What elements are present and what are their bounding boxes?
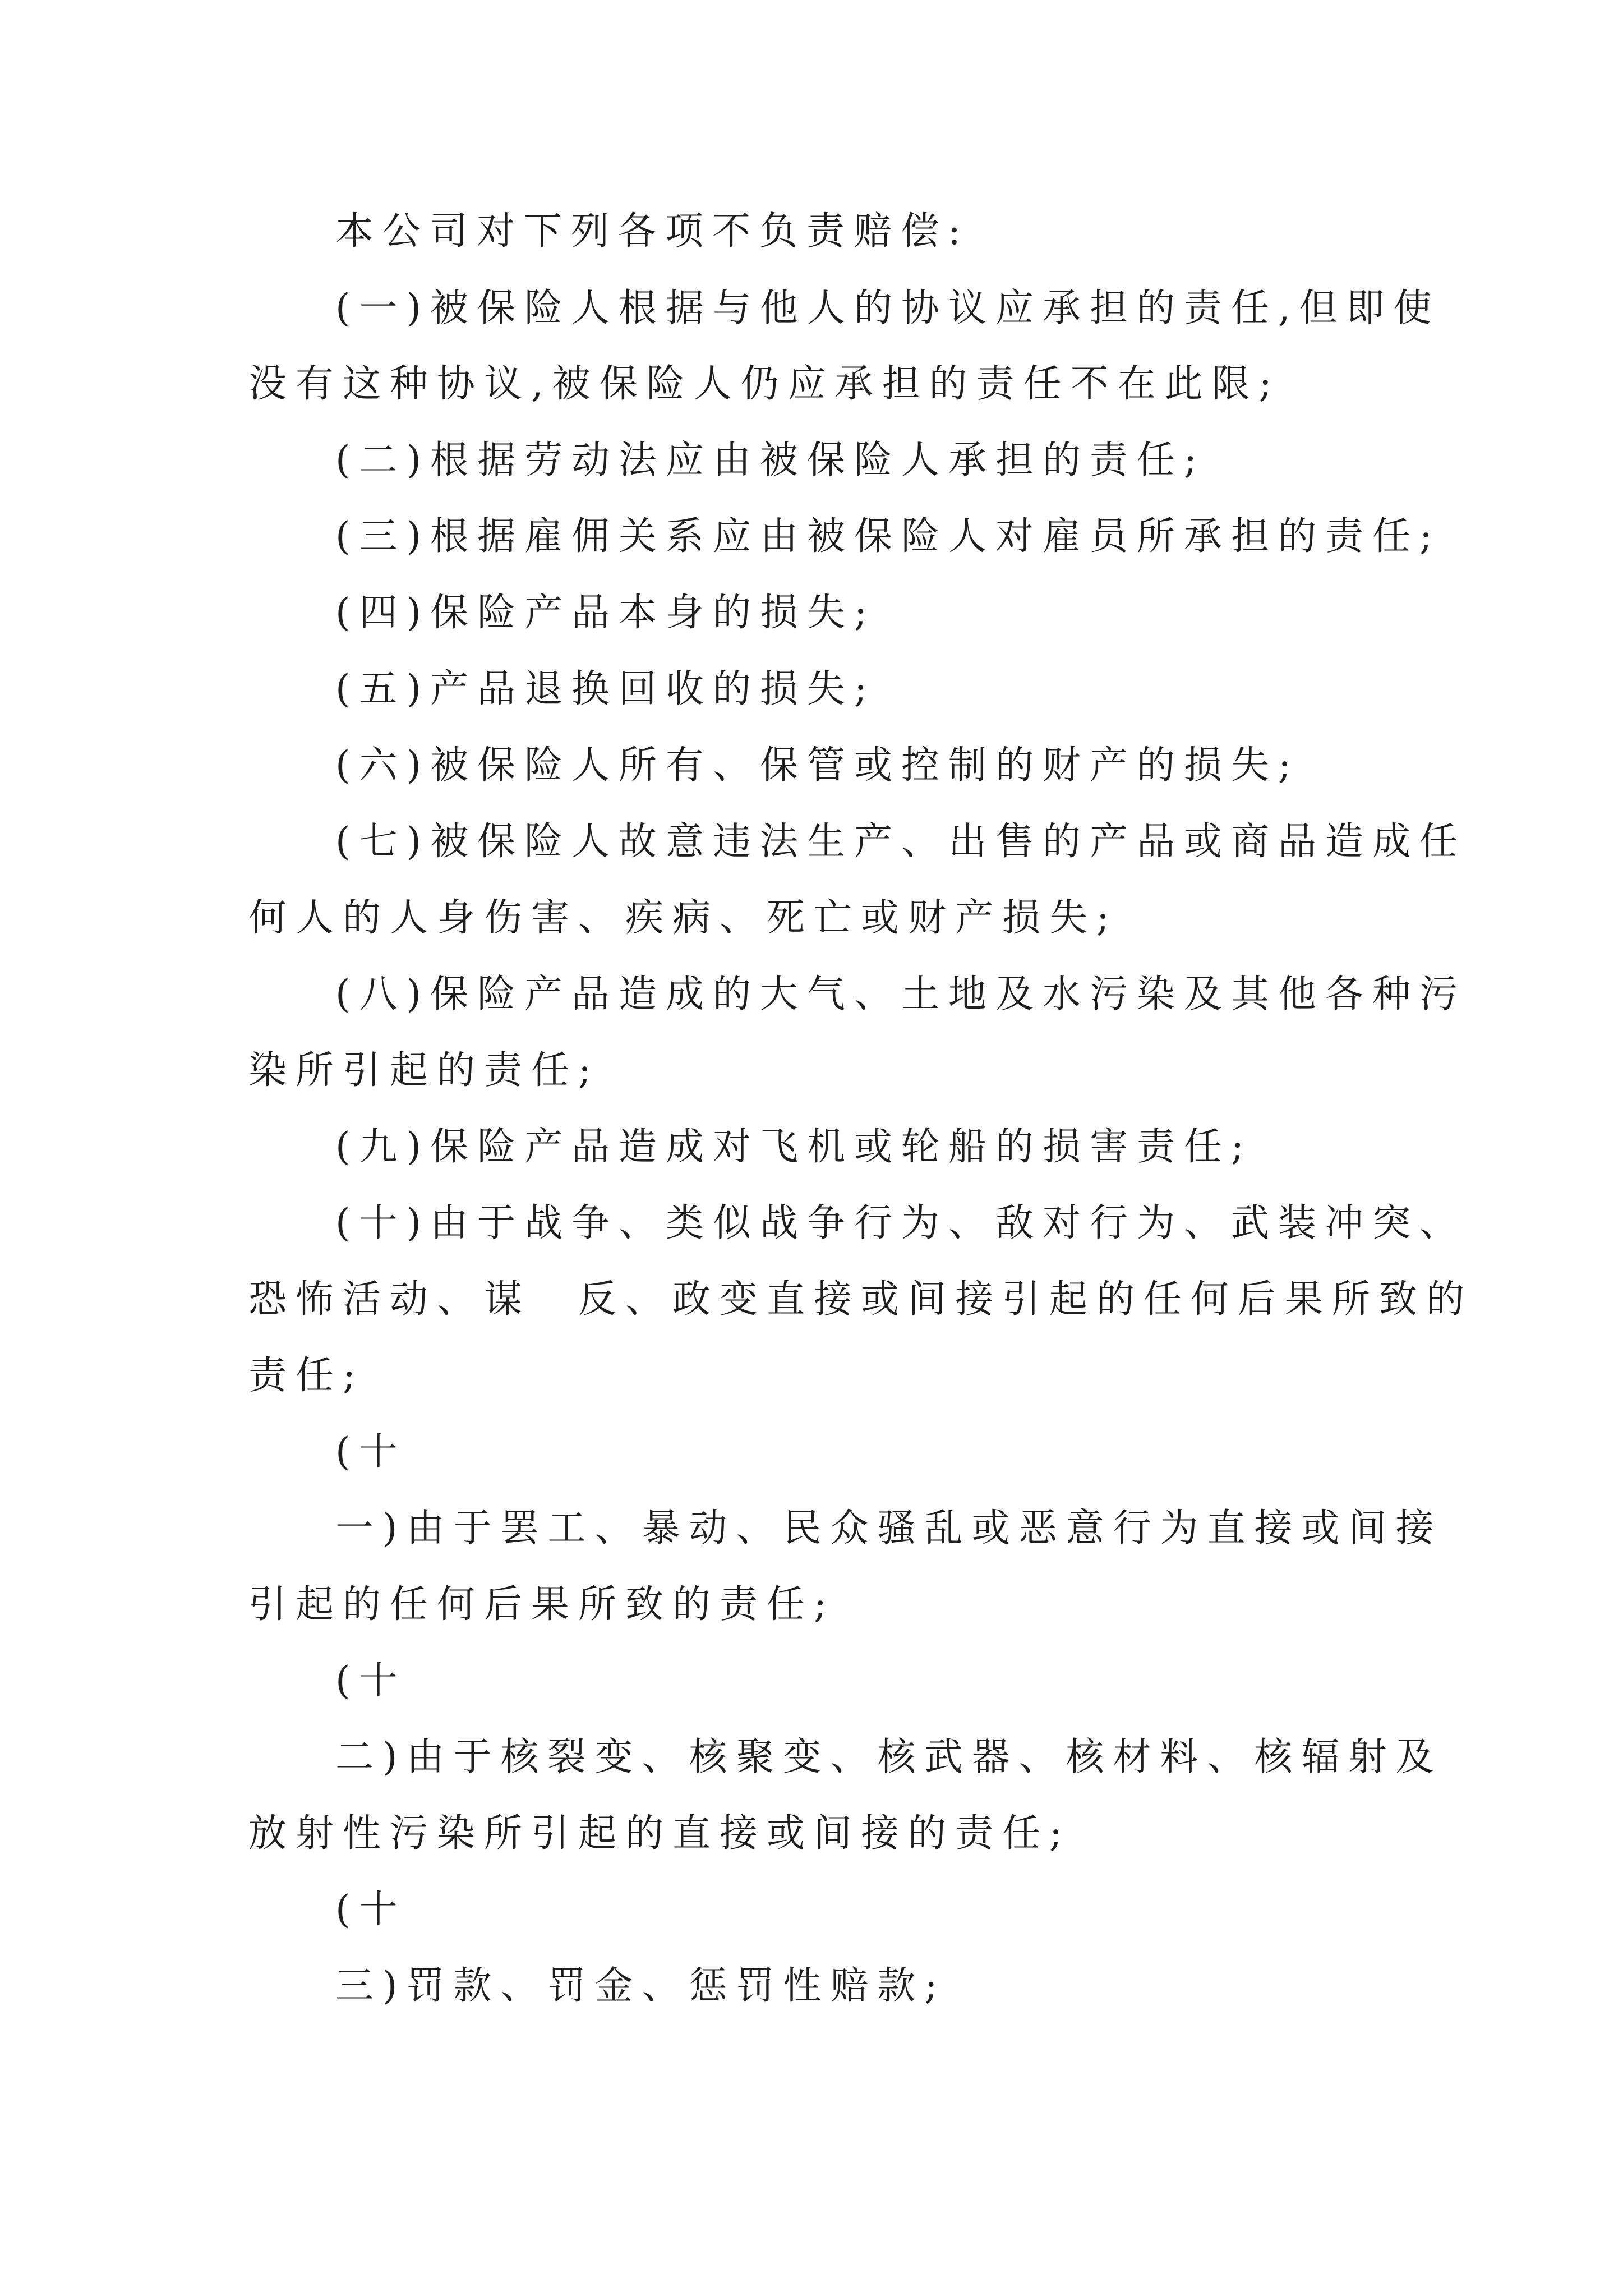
clause-8-line-2: 染所引起的责任; [248, 1048, 600, 1093]
clause-13-line: 三)罚款、罚金、惩罚性赔款; [335, 1964, 947, 2008]
clause-10-line-1: (十)由于战争、类似战争行为、敌对行为、武装冲突、 [335, 1201, 1467, 1245]
intro-line: 本公司对下列各项不负责赔偿: [335, 209, 970, 254]
clause-12-line-1: 二)由于核裂变、核聚变、核武器、核材料、核辐射及 [335, 1735, 1443, 1779]
clause-10-line-2: 恐怖活动、谋 反、政变直接或间接引起的任何后果所致的 [248, 1277, 1474, 1322]
clause-6-line: (六)被保险人所有、保管或控制的财产的损失; [335, 743, 1300, 788]
clause-12-number-head: (十 [335, 1659, 407, 1703]
clause-7-line-2: 何人的人身伤害、疾病、死亡或财产损失; [248, 896, 1118, 940]
clause-10-line-3: 责任; [248, 1354, 365, 1398]
clause-3-line: (三)根据雇佣关系应由被保险人对雇员所承担的责任; [335, 514, 1441, 559]
clause-4-line: (四)保险产品本身的损失; [335, 591, 876, 635]
clause-9-line: (九)保险产品造成对飞机或轮船的损害责任; [335, 1125, 1253, 1169]
clause-12-line-2: 放射性污染所引起的直接或间接的责任; [248, 1811, 1071, 1856]
clause-1-line-2: 没有这种协议,被保险人仍应承担的责任不在此限; [248, 362, 1281, 406]
clause-8-line-1: (八)保险产品造成的大气、土地及水污染及其他各种污 [335, 972, 1467, 1016]
clause-2-line: (二)根据劳动法应由被保险人承担的责任; [335, 438, 1206, 482]
clause-13-number-head: (十 [335, 1888, 407, 1932]
clause-1-line-1: (一)被保险人根据与他人的协议应承担的责任,但即使 [335, 286, 1441, 330]
clause-11-number-head: (十 [335, 1430, 407, 1474]
clause-11-line-1: 一)由于罢工、暴动、民众骚乱或恶意行为直接或间接 [335, 1506, 1443, 1550]
clause-11-line-2: 引起的任何后果所致的责任; [248, 1582, 836, 1627]
clause-5-line: (五)产品退换回收的损失; [335, 667, 876, 711]
clause-7-line-1: (七)被保险人故意违法生产、出售的产品或商品造成任 [335, 820, 1467, 864]
